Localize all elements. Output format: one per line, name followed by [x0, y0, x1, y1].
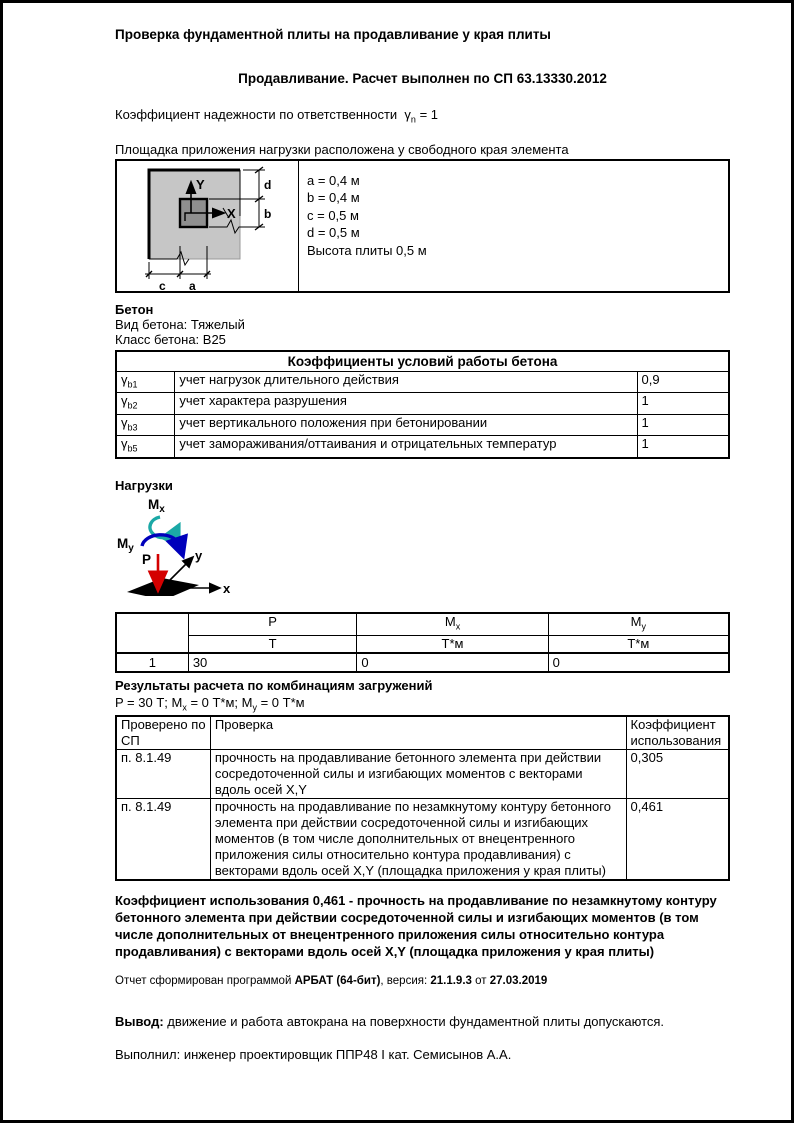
results-table [115, 715, 730, 881]
col-header-p: P [188, 613, 357, 635]
table-row [116, 393, 729, 415]
gamma-subscript: n [410, 114, 416, 125]
loads-table-header-row [116, 613, 729, 635]
coeff-description: учет характера разрушения [175, 393, 637, 415]
load-p-value: 30 [188, 653, 357, 672]
table-row [116, 371, 729, 393]
geometry-values [299, 161, 728, 291]
executor-line: Выполнил: инженер проектировщик ППР48 I кат. Семисынов А.А. [115, 1047, 512, 1063]
col-header-mx: $M_x$ [357, 613, 548, 635]
gamma-symbol: γ [121, 393, 128, 409]
check-utilization-value: 0,305 [626, 750, 729, 799]
concrete-type: Вид бетона: Тяжелый [115, 316, 245, 332]
geometry-value-c: c = 0,5 м [307, 207, 359, 223]
combination-line: P = 30 Т; $M_x = 0$ Т*м; $M_y = 0$ Т*м [115, 694, 305, 713]
coeff-symbol [116, 414, 175, 436]
load-area-note: Площадка приложения нагрузки расположена у свободного края элемента [115, 141, 569, 157]
dim-a-label: a [189, 278, 196, 292]
loads-diagram-svg [115, 496, 255, 596]
concrete-coefficients-table [115, 350, 730, 459]
plan-diagram-svg [117, 161, 298, 292]
reliability-coefficient-line [115, 107, 730, 125]
axis-x-label: X [227, 205, 236, 221]
dim-c-label: c [159, 278, 166, 292]
geometry-value-d: d = 0,5 м [307, 225, 360, 241]
gamma-symbol: γ [404, 107, 411, 122]
check-description: прочность на продавливание бетонного элемента при действии сосредоточенной силы и изгибающих моментов с векторами вдоль осей X,Y [210, 750, 626, 799]
unit-mx: Т*м [357, 635, 548, 653]
loads-heading: Нагрузки [115, 477, 173, 493]
conclusion-line [115, 1014, 730, 1029]
axis-y-label: y [195, 547, 203, 563]
geometry-value-height: Высота плиты 0,5 м [307, 242, 427, 258]
check-description: прочность на продавливание по незамкнутому контуру бетонного элемента при действии сосредоточенной силы и изгибающих моментов (в том числе дополнительных от внецентренного приложения силы относительно контура продавливания) с векторами вдоль осей X,Y (площадка приложения у края плиты) [210, 799, 626, 881]
table-row [116, 653, 729, 672]
concrete-heading: Бетон [115, 301, 154, 317]
reliability-label: Коэффициент надежности по ответственности [115, 107, 398, 122]
geometry-value-b: b = 0,4 м [307, 190, 360, 206]
dim-b-label: b [264, 206, 272, 221]
coeff-description: учет замораживания/оттаивания и отрицательных температур [175, 436, 637, 458]
loads-table [115, 612, 730, 673]
loads-table-units-row [116, 635, 729, 653]
coeff-description: учет вертикального положения при бетонировании [175, 414, 637, 436]
check-utilization-value: 0,461 [626, 799, 729, 881]
col-header-code: Проверено по СП [116, 716, 210, 750]
report-generated-line: Отчет сформирован программой АРБАТ (64-бит), версия: 21.1.9.3 от 27.03.2019 [115, 975, 548, 988]
unit-p: Т [188, 635, 357, 653]
check-code: п. 8.1.49 [116, 750, 210, 799]
plan-diagram [117, 161, 299, 291]
coeff-symbol [116, 436, 175, 458]
col-header-check: Проверка [210, 716, 626, 750]
gamma-subscript: b2 [127, 400, 138, 411]
coeff-symbol [116, 371, 175, 393]
table-row [116, 750, 729, 799]
unit-my: Т*м [548, 635, 729, 653]
axis-x-label: x [223, 580, 231, 596]
utilization-summary: Коэффициент использования 0,461 - прочность на продавливание по незамкнутому контуру бетонного элемента при действии сосредоточенной силы и изгибающих моментов (в том числе дополнительных от внецентренного приложения силы относительно контура продавливания) с векторами вдоль осей X,Y (площадка приложения у края плиты) [115, 893, 717, 960]
conclusion-label: Вывод: [115, 1014, 164, 1030]
gamma-symbol: γ [121, 436, 128, 452]
program-version: 21.1.9.3 [430, 975, 472, 988]
table-row [116, 436, 729, 458]
results-table-header-row [116, 716, 729, 750]
table-row [116, 799, 729, 881]
conclusion-text: движение и работа автокрана на поверхности фундаментной плиты допускаются. [163, 1014, 665, 1030]
coeff-value: 0,9 [637, 371, 729, 393]
results-heading: Результаты расчета по комбинациям загружений [115, 677, 433, 693]
gamma-symbol: γ [121, 414, 128, 430]
col-header-utilization: Коэффициент использования [626, 716, 729, 750]
axis-y-label: Y [196, 176, 205, 192]
coeff-table-title: Коэффициенты условий работы бетона [116, 351, 729, 372]
table-row [116, 414, 729, 436]
gamma-subscript: b3 [127, 422, 138, 433]
force-p-label: P [142, 551, 152, 567]
concrete-class: Класс бетона: B25 [115, 331, 226, 347]
empty-cell [116, 613, 188, 653]
coeff-value: 1 [637, 414, 729, 436]
load-my-value: 0 [548, 653, 729, 672]
page-title: Проверка фундаментной плиты на продавливание у края плиты [115, 27, 551, 42]
program-name: АРБАТ (64-бит) [294, 975, 381, 988]
coeff-symbol [116, 393, 175, 415]
program-date: 27.03.2019 [489, 975, 548, 988]
gamma-symbol: γ [121, 371, 128, 387]
geometry-value-a: a = 0,4 м [307, 172, 360, 188]
dim-d-label: d [264, 177, 272, 192]
gamma-subscript: b1 [127, 379, 138, 390]
moment-my-label: $M_y$ [117, 535, 134, 554]
geometry-box [115, 159, 730, 293]
check-code: п. 8.1.49 [116, 799, 210, 881]
load-mx-value: 0 [357, 653, 548, 672]
coeff-table-title-row [116, 351, 729, 372]
coeff-value: 1 [637, 393, 729, 415]
moment-mx-label: $M_x$ [148, 496, 165, 515]
coeff-description: учет нагрузок длительного действия [175, 371, 637, 393]
reliability-value: = 1 [419, 107, 438, 122]
report-subtitle: Продавливание. Расчет выполнен по СП 63.13330.2012 [238, 71, 607, 86]
coeff-value: 1 [637, 436, 729, 458]
report-content [115, 27, 730, 1062]
load-case-number: 1 [116, 653, 188, 672]
col-header-my: $M_y$ [548, 613, 729, 635]
gamma-subscript: b5 [127, 443, 138, 454]
